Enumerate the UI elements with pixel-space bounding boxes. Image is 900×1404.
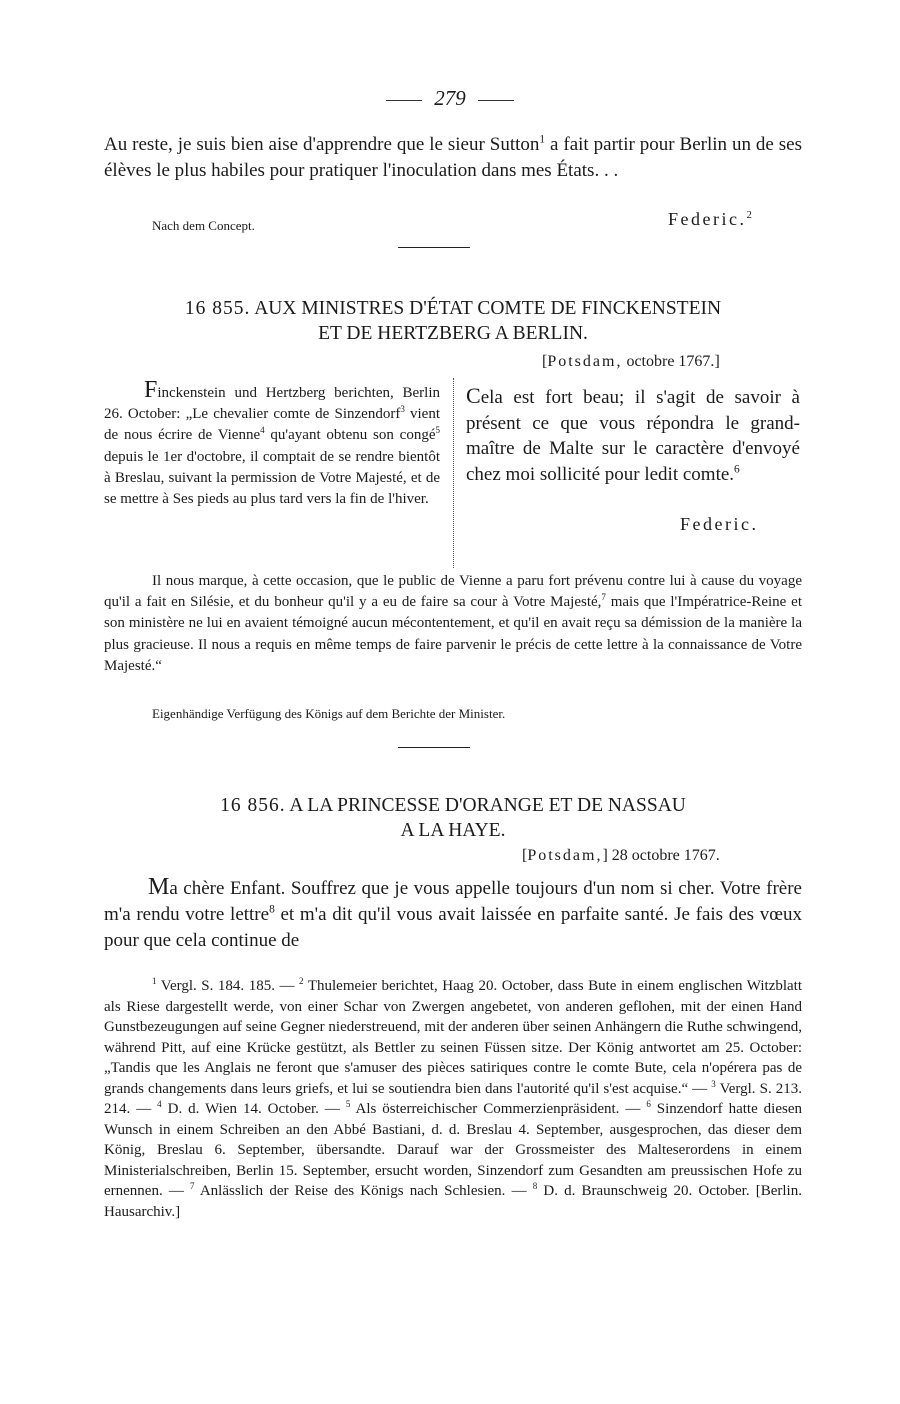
letter-16856-heading-line2: A LA HAYE. — [400, 820, 506, 841]
letter-16856-place: Potsdam, — [527, 847, 603, 864]
letter-16856-heading — [104, 793, 802, 843]
previous-letter-text: Au reste, je suis bien aise d'apprendre que le sieur Sutton$^1$ a fait partir pour Berlin un de ses élèves le plus habiles pour pratiquer l'inoculation dans mes États. . . — [104, 133, 802, 181]
footnotes-text — [104, 976, 802, 1222]
page-number — [0, 86, 900, 111]
column-divider — [453, 378, 454, 568]
letter-16855-signature: Federic. — [680, 514, 759, 534]
footnote-ref-8: 8 — [269, 903, 275, 916]
footnote-mark-3: 3 — [711, 1078, 716, 1089]
previous-letter-source: Nach dem Concept. — [152, 218, 255, 233]
previous-letter-signature: Federic.$^2$ — [668, 209, 755, 229]
footnote-mark-1: 1 — [152, 976, 157, 986]
footnote-4: D. d. Wien 14. October. — — [167, 1101, 346, 1117]
footnote-mark-7: 7 — [190, 1181, 195, 1191]
letter-16855-report-continued: Il nous marque, à cette occasion, que le public de Vienne a paru fort prévenu contre lui à cause du voyage qu'il a fait en Silésie, et du bonheur qu'il y a eu de faire sa cour à Votre Majesté,$^7$ mais que l'Impératrice-Reine et son ministère ne lui en avaient témoigné aucun mécontentement, et qu'il en avait reçu sa démission de la manière la plus gracieuse. Il nous a requis en même temps de faire parvenir le précis de cette lettre à la connaissance de Votre Majesté.“ — [104, 573, 802, 674]
footnote-5: Als österreichischer Commerzienpräsident. — — [355, 1101, 647, 1117]
footnote-mark-6: 6 — [646, 1099, 651, 1109]
letter-16855-dateline: [Potsdam, octobre 1767.] — [542, 353, 720, 370]
letter-16856-number: 16 856. — [220, 795, 286, 816]
footnote-ref-4: 4 — [260, 425, 265, 436]
letter-16855-heading — [104, 296, 802, 346]
letter-16855-heading-line2: ET DE HERTZBERG A BERLIN. — [318, 323, 588, 344]
letter-16855-king-reply: Cela est fort beau; il s'agit de savoir à présent ce que vous répondra le grand-maître de Malte sur le caractère d'envoyé chez moi sollicité pour ledit comte.$^6$ — [466, 383, 800, 485]
letter-16855-number: 16 855. — [184, 298, 251, 319]
footnote-2: Thulemeier berichtet, Haag 20. October, dass Bute in einem englischen Witzblatt als Riese dargestellt werde, von einer Schar von Zwergen angebetet, von anderen geflohen, mit der einen Hand Gunstbezeugungen auf seine Gegner niederstreuend, mit der anderen über seinen Anhängern die Ruthe schwingend, während Pitt, auf eine Krücke gestützt, als Bettler zu seinen Füssen sitze. Der König antwortet am 25. October: „Tandis que les Anglais ne feront que s'amuser des pièces satiriques contre le comte Bute, cela n'opérera pas de grands changements dans leurs griefs, et lui se soutiendra bien dans l'autorité qu'il s'est acquise.“ — — [104, 978, 803, 1097]
footnote-3: Vergl. S. 213. 214. — — [104, 1080, 803, 1117]
footnote-ref-6: 6 — [734, 463, 740, 476]
footnote-ref-3: 3 — [400, 404, 405, 415]
footnote-ref-1: 1 — [539, 133, 546, 146]
footnote-8: D. d. Braunschweig 20. October. [Berlin. Hausarchiv.] — [104, 1183, 802, 1220]
page-number-dash-right — [478, 100, 514, 101]
letter-16855-source: Eigenhändige Verfügung des Königs auf dem Berichte der Minister. — [152, 706, 506, 721]
footnote-mark-2: 2 — [299, 976, 304, 986]
letter-16856-date: 28 octobre 1767. — [611, 847, 720, 864]
footnote-mark-8: 8 — [532, 1181, 538, 1191]
footnotes — [104, 976, 802, 1222]
footnote-mark-4: 4 — [157, 1099, 162, 1109]
letter-16855-heading-line1: 16 855. AUX MINISTRES D'ÉTAT COMTE DE FINCKENSTEIN — [184, 298, 722, 319]
letter-16856-heading-line1: 16 856. A LA PRINCESSE D'ORANGE ET DE NASSAU — [220, 795, 686, 816]
separator-rule-2 — [398, 747, 470, 748]
footnote-6: Sinzendorf hatte diesen Wunsch in einem Schreiben an den Abbé Bastiani, d. d. Breslau 4. September, ausgesprochen, das dieser dem König, Breslau 6. September, übersandte. Darauf war der Grossmeister des Malteserordens in einem Ministerialschreiben, Berlin 15. September, ersucht worden, Sinzendorf zum Gesandten am preussischen Hofe zu ernennen. — — [104, 1101, 803, 1199]
letter-16856-text: Ma chère Enfant. Souffrez que je vous appelle toujours d'un nom si cher. Votre frère m'a rendu votre lettre$^8$ et m'a dit qu'il vous avait laissée en parfaite santé. Je fais des vœux pour que cela continue de — [104, 874, 803, 951]
page-number-text: 279 — [434, 86, 466, 110]
footnote-ref-5: 5 — [435, 425, 440, 436]
page-number-dash-left — [386, 100, 422, 101]
letter-16856-dateline: [Potsdam,] 28 octobre 1767. — [522, 847, 720, 864]
separator-rule-1 — [398, 247, 470, 248]
footnote-mark-5: 5 — [345, 1099, 351, 1109]
letter-16855-place: Potsdam, — [547, 353, 623, 370]
letter-16855-date: octobre 1767. — [626, 353, 715, 370]
letter-16855-report-summary: Finckenstein und Hertzberg berichten, Berlin 26. October: „Le chevalier comte de Sinzendorf$^3$ vient de nous écrire de Vienne$^4$ qu'ayant obtenu son congé$^5$ depuis le 1er d'octobre, il comptait de se rendre bientôt à Breslau, suivant la permission de Votre Majesté, et de se mettre à Ses pieds au plus tard vers la fin de l'hiver. — [104, 377, 440, 508]
footnote-ref-2: 2 — [746, 209, 755, 221]
footnote-7: Anlässlich der Reise des Königs nach Schlesien. — — [199, 1183, 533, 1199]
footnote-1: Vergl. S. 184. 185. — — [160, 978, 300, 994]
footnote-ref-7: 7 — [601, 592, 606, 603]
